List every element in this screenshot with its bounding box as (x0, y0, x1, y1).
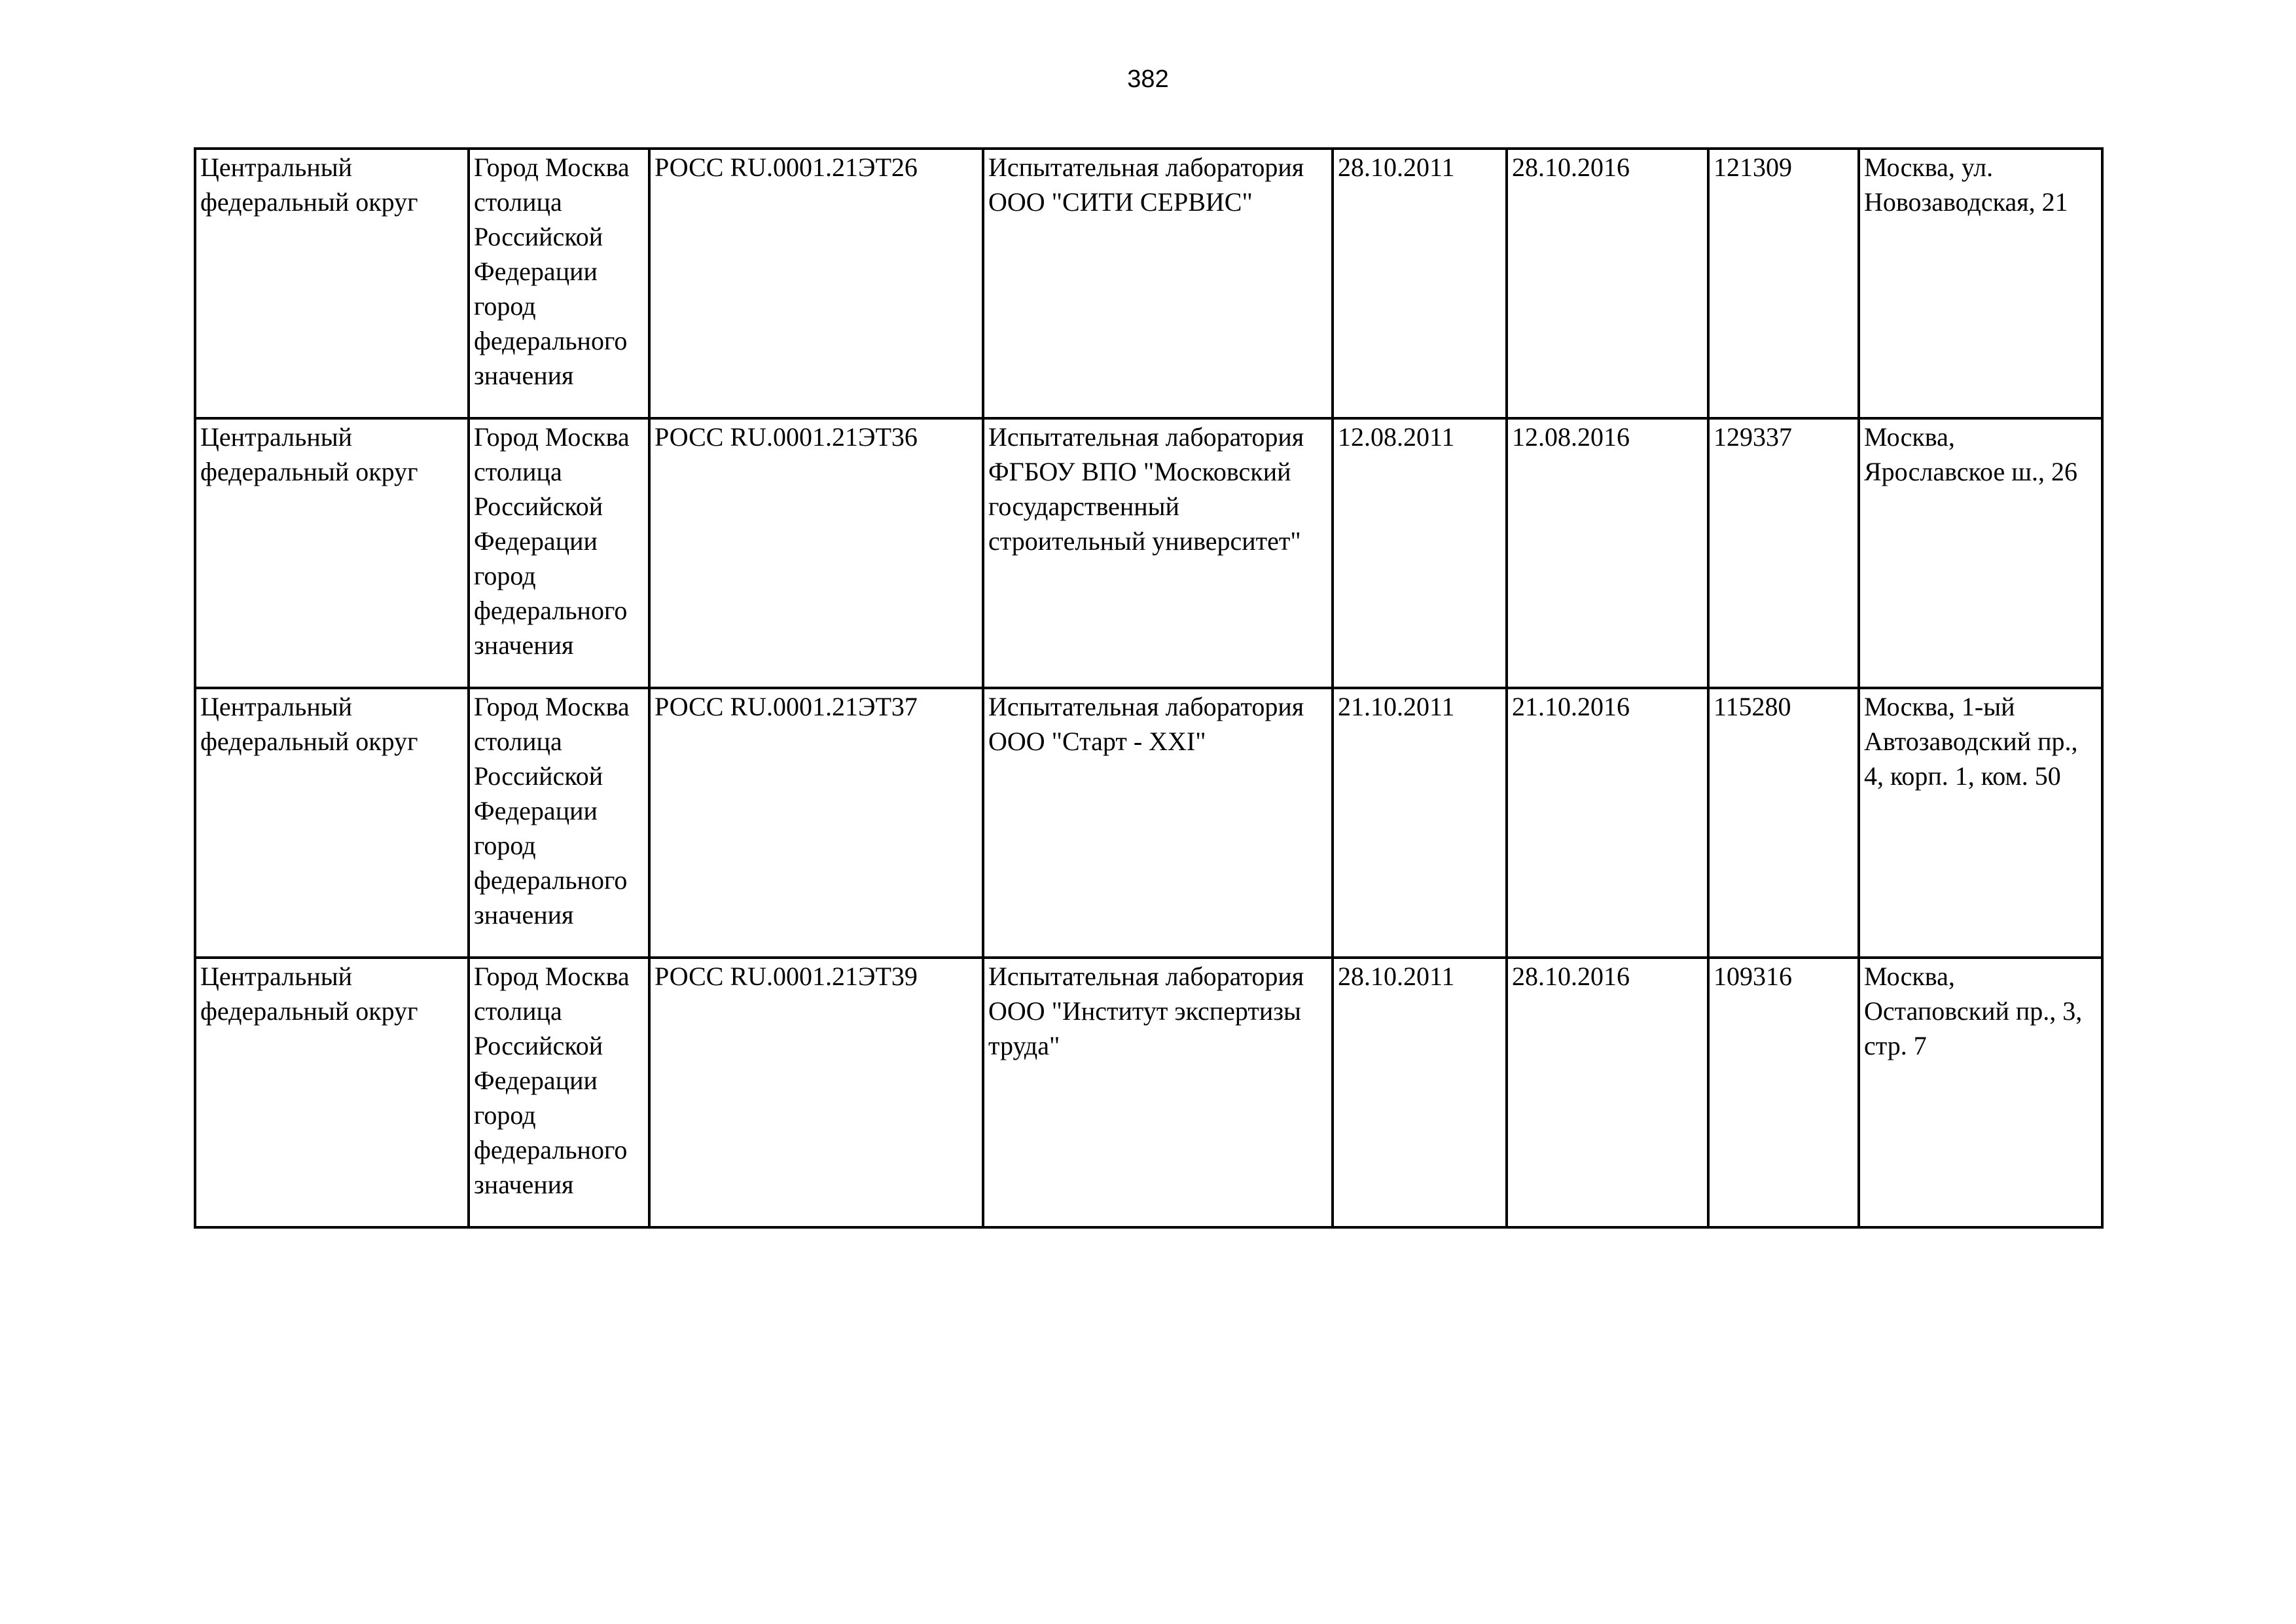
laboratory-name-cell: Испытательная лаборатория ООО "СИТИ СЕРВИС" (983, 149, 1333, 418)
postcode-cell: 109316 (1708, 958, 1859, 1227)
district-cell: Центральный федеральный округ (195, 688, 469, 958)
postcode-cell: 121309 (1708, 149, 1859, 418)
date-from-cell: 12.08.2011 (1333, 418, 1507, 688)
laboratory-name-cell: Испытательная лаборатория ФГБОУ ВПО "Московский государственный строительный университет" (983, 418, 1333, 688)
date-to-cell: 12.08.2016 (1507, 418, 1708, 688)
certificate-number-cell: РОСС RU.0001.21ЭТ26 (649, 149, 983, 418)
registry-table (194, 147, 2104, 1229)
address-cell: Москва, ул. Новозаводская, 21 (1859, 149, 2102, 418)
certificate-number-cell: РОСС RU.0001.21ЭТ37 (649, 688, 983, 958)
laboratory-name-cell: Испытательная лаборатория ООО "Институт экспертизы труда" (983, 958, 1333, 1227)
table-row (195, 418, 2102, 688)
certificate-number-cell: РОСС RU.0001.21ЭТ39 (649, 958, 983, 1227)
postcode-cell: 115280 (1708, 688, 1859, 958)
table-row (195, 958, 2102, 1227)
postcode-cell: 129337 (1708, 418, 1859, 688)
region-cell: Город Москва столица Российской Федерации город федерального значения (469, 688, 649, 958)
region-cell: Город Москва столица Российской Федерации город федерального значения (469, 958, 649, 1227)
date-to-cell: 28.10.2016 (1507, 958, 1708, 1227)
date-from-cell: 28.10.2011 (1333, 149, 1507, 418)
region-cell: Город Москва столица Российской Федерации город федерального значения (469, 149, 649, 418)
district-cell: Центральный федеральный округ (195, 149, 469, 418)
date-from-cell: 28.10.2011 (1333, 958, 1507, 1227)
district-cell: Центральный федеральный округ (195, 958, 469, 1227)
table-row (195, 688, 2102, 958)
page-number: 382 (1127, 65, 1169, 93)
table-row (195, 149, 2102, 418)
district-cell: Центральный федеральный округ (195, 418, 469, 688)
region-cell: Город Москва столица Российской Федерации город федерального значения (469, 418, 649, 688)
date-to-cell: 28.10.2016 (1507, 149, 1708, 418)
address-cell: Москва, Остаповский пр., 3, стр. 7 (1859, 958, 2102, 1227)
certificate-number-cell: РОСС RU.0001.21ЭТ36 (649, 418, 983, 688)
date-from-cell: 21.10.2011 (1333, 688, 1507, 958)
laboratory-name-cell: Испытательная лаборатория ООО "Старт - XXI" (983, 688, 1333, 958)
address-cell: Москва, 1-ый Автозаводский пр., 4, корп. 1, ком. 50 (1859, 688, 2102, 958)
date-to-cell: 21.10.2016 (1507, 688, 1708, 958)
address-cell: Москва, Ярославское ш., 26 (1859, 418, 2102, 688)
